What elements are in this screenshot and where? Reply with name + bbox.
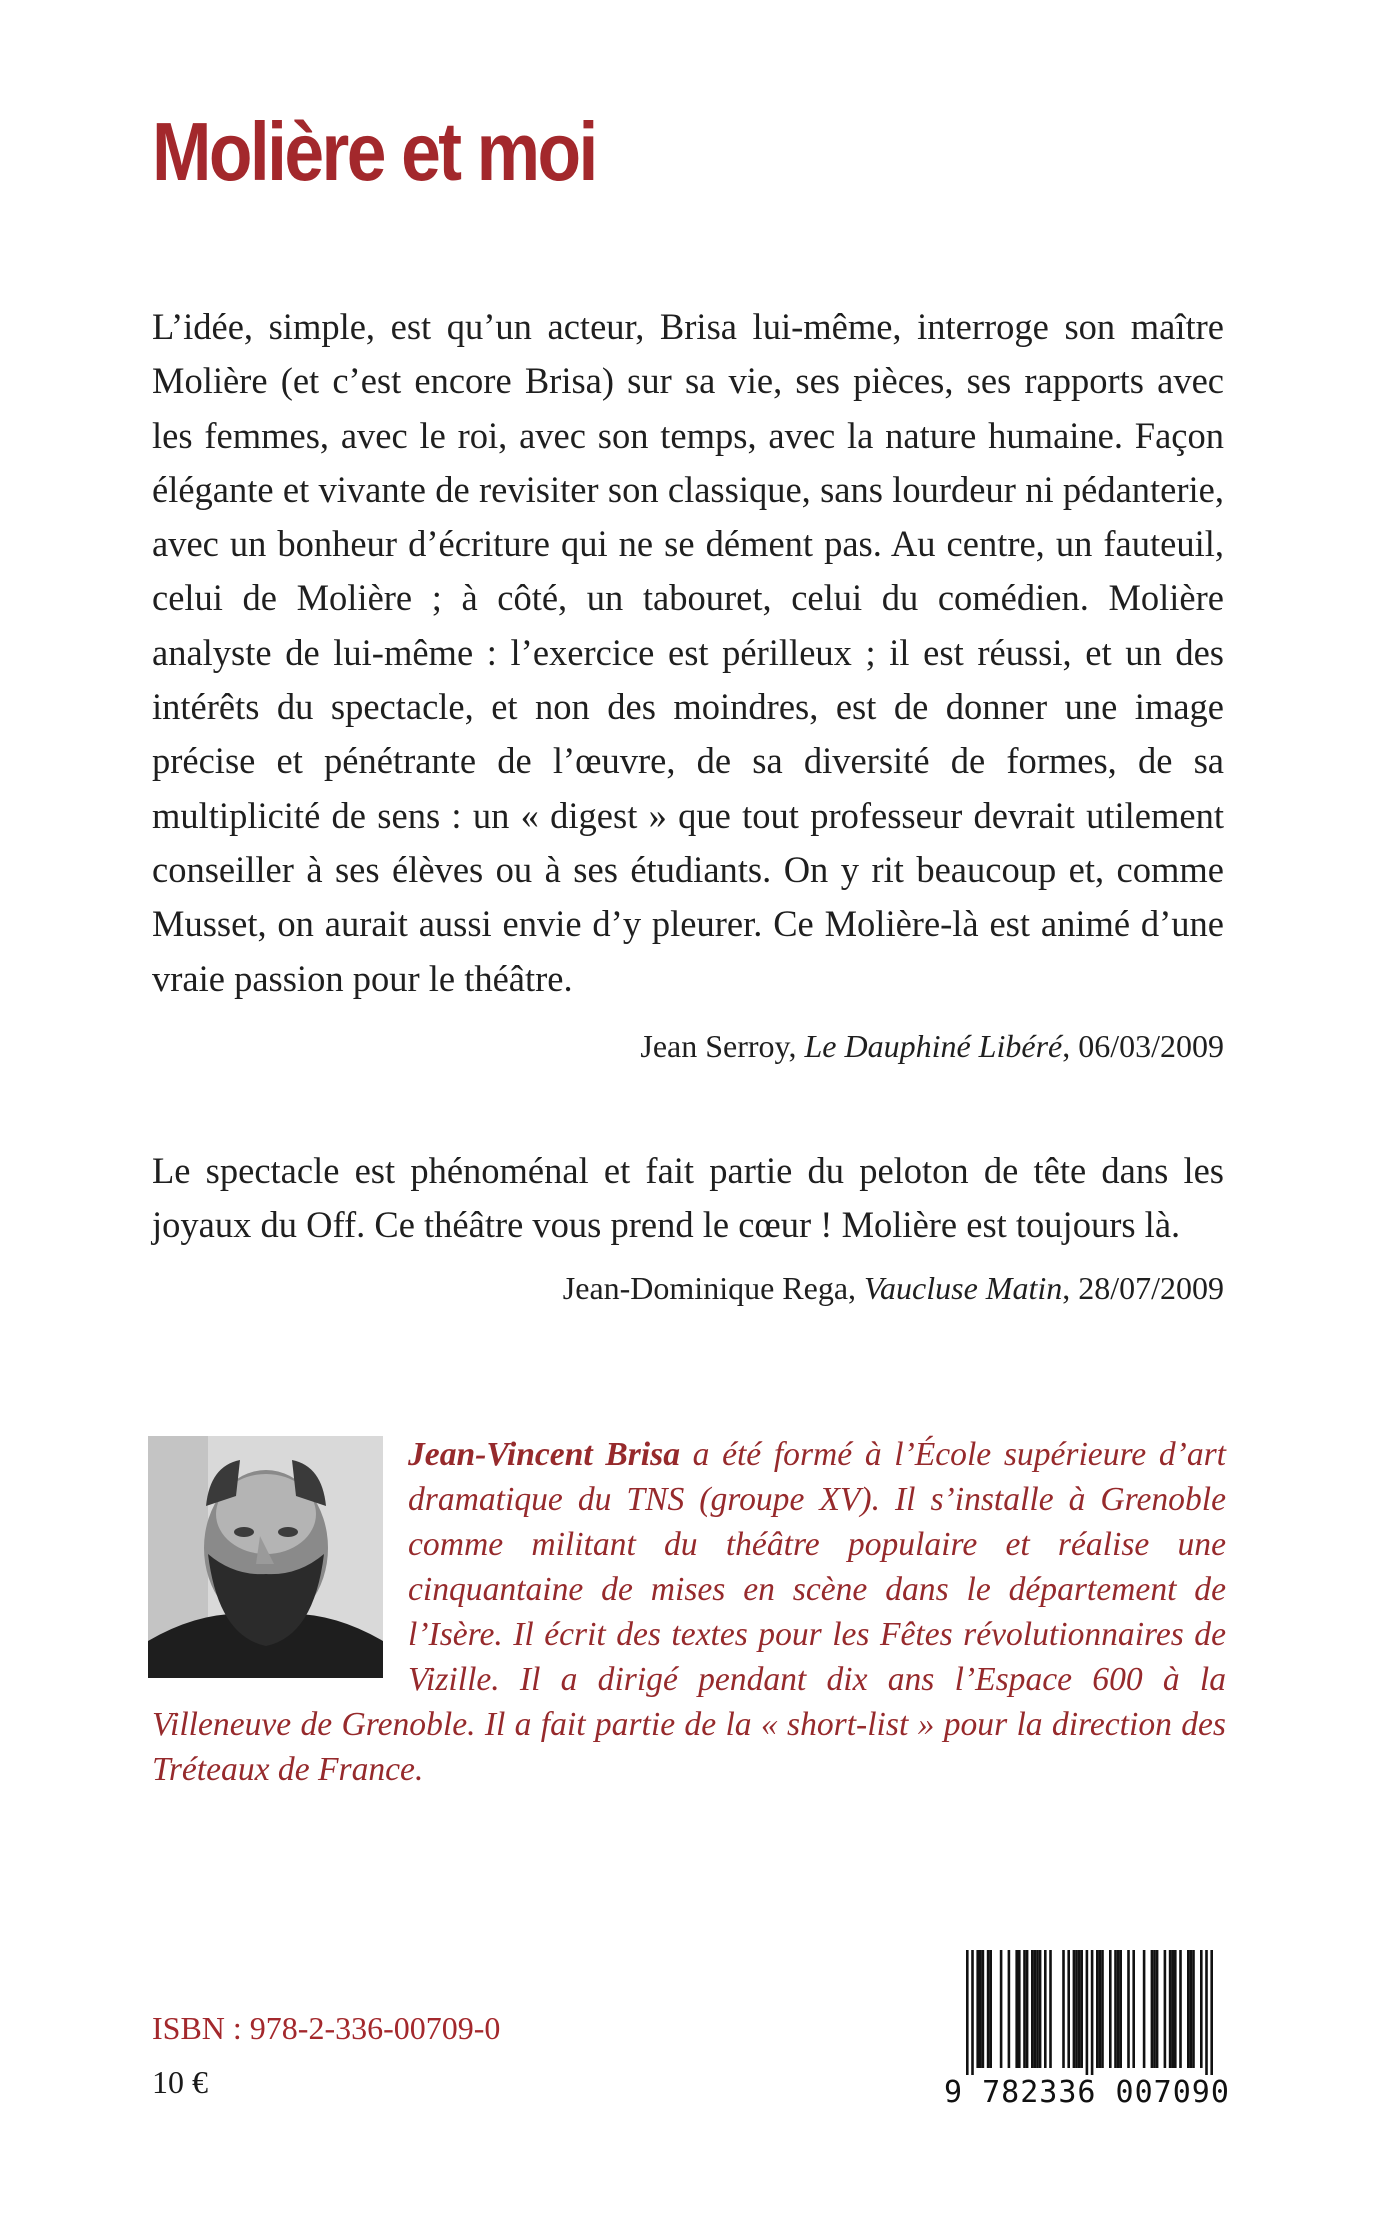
barcode-bar [1205, 1950, 1208, 2075]
barcode-bar [1091, 1950, 1094, 2075]
barcode-bar [1078, 1950, 1081, 2068]
barcode-bar [1117, 1950, 1120, 2068]
barcode-bar [1073, 1950, 1076, 2068]
bio-text: a été formé à l’École supérieure d’art dramatique du TNS (groupe XV). Il s’installe à Grenoble comme militant du théâtre populaire et réalise une cinquantaine de mises en scène dans le département de l’Isère. Il écrit des textes pour les Fêtes révolutionnaires de Vizille. Il a dirigé pendant dix ans l’Espace 600 à la Villeneuve de Grenoble. Il a fait partie de la « short-list » pour la direction des Tréteaux de France. [152, 1436, 1227, 1788]
barcode-bars [944, 1950, 1229, 2075]
barcode-bar [1190, 1950, 1193, 2068]
barcode-bar [1034, 1950, 1037, 2068]
barcode-bar [1179, 1950, 1182, 2068]
barcode-bar [1023, 1950, 1026, 2068]
barcode-bar [971, 1950, 974, 2075]
barcode-digits: 9 782336 007090 [944, 2075, 1230, 2110]
barcode-bar [1151, 1950, 1154, 2068]
barcode-bar [1114, 1950, 1117, 2068]
review-author-2: Jean-Dominique Rega, [562, 1270, 865, 1306]
review-source-1: Le Dauphiné Libéré [804, 1028, 1063, 1064]
barcode-bar [1067, 1950, 1070, 2068]
price: 10 € [152, 2064, 208, 2100]
barcode-bar [1096, 1950, 1099, 2068]
review-date-2: , 28/07/2009 [1062, 1270, 1224, 1306]
review-byline-1 [640, 1024, 1224, 1068]
barcode-bar [1156, 1950, 1159, 2068]
bio-author-name: Jean-Vincent Brisa [408, 1436, 680, 1473]
barcode-bar [982, 1950, 985, 2068]
photo-spacer [152, 1432, 408, 1688]
isbn: ISBN : 978-2-336-00709-0 [152, 2010, 501, 2046]
review-source-2: Vaucluse Matin [864, 1270, 1063, 1306]
barcode-bar [1174, 1950, 1177, 2068]
barcode-bar [1192, 1950, 1195, 2068]
barcode-bar [1075, 1950, 1078, 2068]
barcode-bar [1086, 1950, 1089, 2075]
barcode-bar [1210, 1950, 1213, 2075]
barcode-bar [1000, 1950, 1003, 2068]
barcode-bar [1049, 1950, 1052, 2068]
barcode-bar [1132, 1950, 1135, 2068]
author-bio [152, 1432, 1226, 1792]
barcode-bar [1171, 1950, 1174, 2068]
barcode-bar [1169, 1950, 1172, 2068]
barcode-bar [1200, 1950, 1203, 2068]
review-text-2: Le spectacle est phénoménal et fait partie du peloton de tête dans les joyaux du Off. Ce théâtre vous prend le cœur ! Molière est toujours là. [152, 1150, 1224, 1246]
review-text-1: L’idée, simple, est qu’un acteur, Brisa lui-même, interroge son maître Molière (et c’est encore Brisa) sur sa vie, ses pièces, ses rapports avec les femmes, avec le roi, avec son temps, avec la nature humaine. Façon élégante et vivante de revisiter son classique, sans lourdeur ni pédanterie, avec un bonheur d’écriture qui ne se dément pas. Au centre, un fauteuil, celui de Molière ; à côté, un tabouret, celui du comédien. Molière analyste de lui-même : l’exercice est périlleux ; il est réussi, et un des intérêts du spectacle, et non des moindres, est de donner une image précise et pénétrante de l’œuvre, de sa diversité de formes, de sa multiplicité de sens : un « digest » que tout professeur devrait utilement conseiller à ses élèves ou à ses étudiants. On y rit beaucoup et, comme Musset, on aurait aussi envie d’y pleurer. Ce Molière-là est animé d’une vraie passion pour le théâtre. [152, 306, 1224, 999]
barcode-bar [1187, 1950, 1190, 2068]
barcode-bar [987, 1950, 990, 2068]
barcode-bar [1109, 1950, 1112, 2068]
barcode-bar [1026, 1950, 1029, 2068]
barcode-bar [1039, 1950, 1042, 2068]
barcode-bar [1015, 1950, 1018, 2068]
barcode-bar [1062, 1950, 1065, 2068]
barcode-bar [1119, 1950, 1122, 2068]
barcode-bar [1036, 1950, 1039, 2068]
barcode-bar [979, 1950, 982, 2068]
barcode-bar [1101, 1950, 1104, 2068]
barcode-bar [1099, 1950, 1102, 2068]
barcode-bar [1153, 1950, 1156, 2068]
barcode-bar [1080, 1950, 1083, 2068]
barcode-bar [1127, 1950, 1130, 2068]
barcode-bar [989, 1950, 992, 2068]
barcode [944, 1950, 1229, 2112]
review-byline-2 [563, 1266, 1224, 1310]
book-title: Molière et moi [152, 105, 596, 198]
review-date-1: , 06/03/2009 [1062, 1028, 1224, 1064]
barcode-bar [1018, 1950, 1021, 2068]
barcode-bar [976, 1950, 979, 2068]
barcode-bar [966, 1950, 969, 2075]
barcode-bar [1164, 1950, 1167, 2068]
barcode-bar [1008, 1950, 1011, 2068]
review-author-1: Jean Serroy, [640, 1028, 805, 1064]
barcode-bar [1143, 1950, 1146, 2068]
barcode-bar [1044, 1950, 1047, 2068]
barcode-bar [1031, 1950, 1034, 2068]
